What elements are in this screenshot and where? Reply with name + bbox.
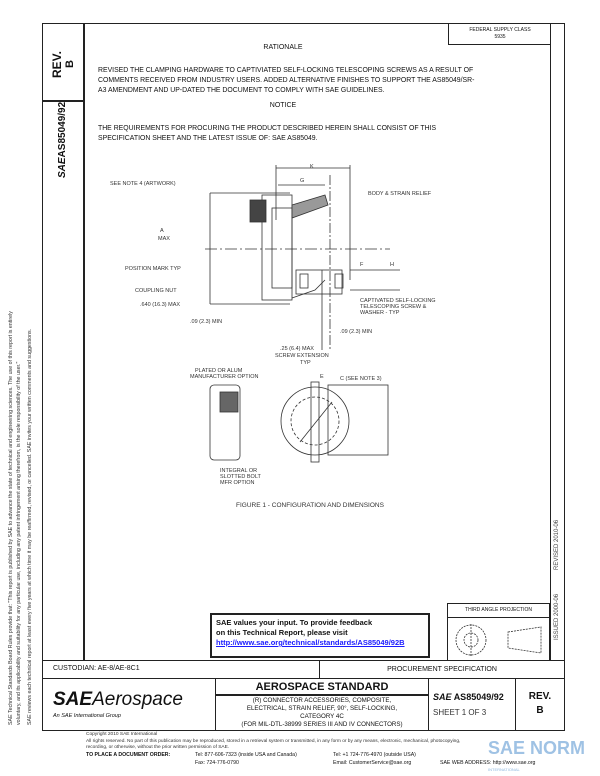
rights-line1: All rights reserved. No part of this publication may be reproduced, stored in a retrieval system or transmitted, in any form or by any means, electronic, mechanical, photocopying, <box>86 738 461 744</box>
label-body-strain-relief: BODY & STRAIN RELIEF <box>368 191 432 197</box>
web-address[interactable]: SAE WEB ADDRESS: http://www.sae.org <box>440 760 536 766</box>
dim-k: K <box>310 164 314 170</box>
notice-text <box>98 124 436 144</box>
rationale-line: A3 AMENDMENT AND UP-DATED THE DOCUMENT TO COMPLY WITH SAE GUIDELINES. <box>98 87 385 94</box>
dim-h: H <box>390 262 394 268</box>
right-strip-divider <box>550 23 551 660</box>
rev-column-divider <box>83 23 85 660</box>
document-title <box>216 697 428 729</box>
feedback-line2: on this Technical Report, please visit <box>216 628 348 637</box>
label-position-mark: POSITION MARK TYP <box>125 266 181 272</box>
issued-date: ISSUED 2000-06 <box>554 593 560 640</box>
rev-cell <box>515 678 565 731</box>
rationale-line: REVISED THE CLAMPING HARDWARE TO CAPTIVIATED SELF-LOCKING TELESCOPING SCREWS AS A RESULT OF <box>98 67 474 74</box>
rationale-text <box>98 66 474 96</box>
title-line: CATEGORY 4C <box>300 713 344 720</box>
margin-disclaimer-line3: SAE reviews each technical report at least every five years at which time it may be reaffirmed, revised, or cancelled. SAE invites your written comments and suggestions. <box>27 328 33 725</box>
doc-number: AS85049/92 <box>57 101 68 158</box>
notice-line: THE REQUIREMENTS FOR PROCURING THE PRODUCT DESCRIBED HEREIN SHALL CONSIST OF THIS <box>98 125 437 132</box>
dim-640: .640 (16.3) MAX <box>140 302 181 308</box>
rev-value: B <box>64 60 76 68</box>
figure-caption: FIGURE 1 - CONFIGURATION AND DIMENSIONS <box>236 502 384 509</box>
label-screw-ext-2: SCREW EXTENSION <box>275 353 329 359</box>
dim-e: E <box>320 374 324 380</box>
sheet-number: SHEET 1 OF 3 <box>433 708 487 717</box>
margin-disclaimer-line2: voluntary, and its applicability and suitability for any particular use, including any patent infringement arising therefrom, is the sole responsibility of the user." <box>16 361 22 725</box>
label-integral-1: INTEGRAL OR <box>220 468 258 474</box>
dim-g: G <box>300 178 305 184</box>
fsc-value: 5935 <box>494 34 506 40</box>
title-line: ELECTRICAL, STRAIN RELIEF, 90°, SELF-LOCKING, <box>246 705 398 712</box>
figure-1-drawing <box>100 160 550 530</box>
label-screw-ext-1: .25 (6.4) MAX <box>280 346 314 352</box>
title-cell <box>215 678 429 731</box>
sae-logo-small: SAE <box>57 157 68 178</box>
dim-f: F <box>360 262 364 268</box>
dim-09-a: .09 (2.3) MIN <box>190 319 223 325</box>
rationale-heading: RATIONALE <box>263 44 303 51</box>
side-doc-number <box>57 102 68 178</box>
label-integral-2: SLOTTED BOLT <box>220 474 261 480</box>
copyright: Copyright 2010 SAE International <box>86 732 158 737</box>
label-mfr-2: MANUFACTURER OPTION <box>190 374 259 380</box>
doc-number-cell <box>428 678 516 731</box>
fsc-label: FEDERAL SUPPLY CLASS <box>469 27 531 33</box>
federal-supply-class-box <box>448 23 551 45</box>
label-c-note: C (SEE NOTE 3) <box>340 376 382 382</box>
projection-symbol-icon <box>453 622 548 658</box>
margin-disclaimer-line1: SAE Technical Standards Board Rules provide that: "This report is published by SAE to advance the state of technical and engineering sciences. The use of this report is entirely <box>8 311 14 725</box>
label-captivated: CAPTIVATED SELF-LOCKING <box>360 298 436 304</box>
feedback-line1: SAE values your input. To provide feedback <box>216 618 373 627</box>
label-mfr-1: PLATED OR ALUM <box>195 368 243 374</box>
title-divider <box>216 694 428 696</box>
rev-label: REV. <box>50 51 64 78</box>
title-rev-value: B <box>536 705 544 716</box>
label-screw-ext-3: TYP <box>300 360 311 366</box>
revised-date: REVISED 2010-06 <box>554 519 560 570</box>
dim-09-b: .09 (2.3) MIN <box>340 329 373 335</box>
feedback-link[interactable]: http://www.sae.org/technical/standards/AS85049/92B <box>216 638 405 647</box>
third-angle-projection-box <box>447 603 550 660</box>
doc-number-title: AS85049/92 <box>453 692 504 702</box>
rationale-line: COMMENTS RECEIVED FROM INDUSTRY USERS. ADDED ALTERNATIVE FINISHES TO SUPPORT THE AS85049/SR- <box>98 77 475 84</box>
custodian-cell <box>42 660 320 679</box>
dim-a-max: MAX <box>158 236 170 242</box>
email: Email: CustomerService@sae.org <box>333 760 412 766</box>
label-coupling-nut: COUPLING NUT <box>135 288 177 294</box>
tel-inside: Tel: 877-606-7323 (inside USA and Canada) <box>195 752 297 758</box>
sae-logo-mark: SAE <box>433 692 452 702</box>
feedback-box <box>210 613 430 658</box>
projection-label: THIRD ANGLE PROJECTION <box>465 607 532 613</box>
aerospace-standard-heading: AEROSPACE STANDARD <box>255 681 389 693</box>
sae-aerospace-logo <box>53 689 183 711</box>
title-line: (FOR MIL-DTL-38999 SERIES III AND IV CONNECTORS) <box>241 721 403 728</box>
custodian-text: CUSTODIAN: AE-8/AE-8C1 <box>53 665 140 672</box>
procurement-text: PROCUREMENT SPECIFICATION <box>387 666 497 673</box>
projection-divider <box>448 617 549 618</box>
copyright-block <box>86 732 460 752</box>
dim-a: A <box>160 228 164 234</box>
logo-subtitle: An SAE International Group <box>53 713 121 719</box>
logo-aerospace: Aerospace <box>92 689 183 710</box>
tel-outside: Tel: +1 724-776-4970 (outside USA) <box>333 752 416 758</box>
label-integral-3: MFR OPTION <box>220 480 255 486</box>
doc-number-line <box>433 692 504 702</box>
notice-heading: NOTICE <box>269 102 297 109</box>
title-line: (R) CONNECTOR ACCESSORIES, COMPOSITE, <box>252 697 392 704</box>
sae-aerospace-logo-cell <box>42 678 216 731</box>
title-rev-label: REV. <box>528 691 552 702</box>
watermark-logo: SAE NORM <box>488 738 586 758</box>
rights-line2: recording, or otherwise, without the prior written permission of SAE. <box>86 745 230 750</box>
order-label: TO PLACE A DOCUMENT ORDER: <box>86 752 171 758</box>
label-washer: WASHER - TYP <box>360 310 400 316</box>
fax: Fax: 724-776-0790 <box>195 760 239 766</box>
procurement-cell <box>319 660 565 679</box>
logo-sae: SAE <box>53 689 93 710</box>
watermark-sub: INTERNATIONAL <box>488 767 520 772</box>
label-telescoping: TELESCOPING SCREW & <box>360 304 427 310</box>
label-see-note: SEE NOTE 4 (ARTWORK) <box>110 181 176 187</box>
notice-line: SPECIFICATION SHEET AND THE LATEST ISSUE OF: SAE AS85049. <box>98 135 318 142</box>
